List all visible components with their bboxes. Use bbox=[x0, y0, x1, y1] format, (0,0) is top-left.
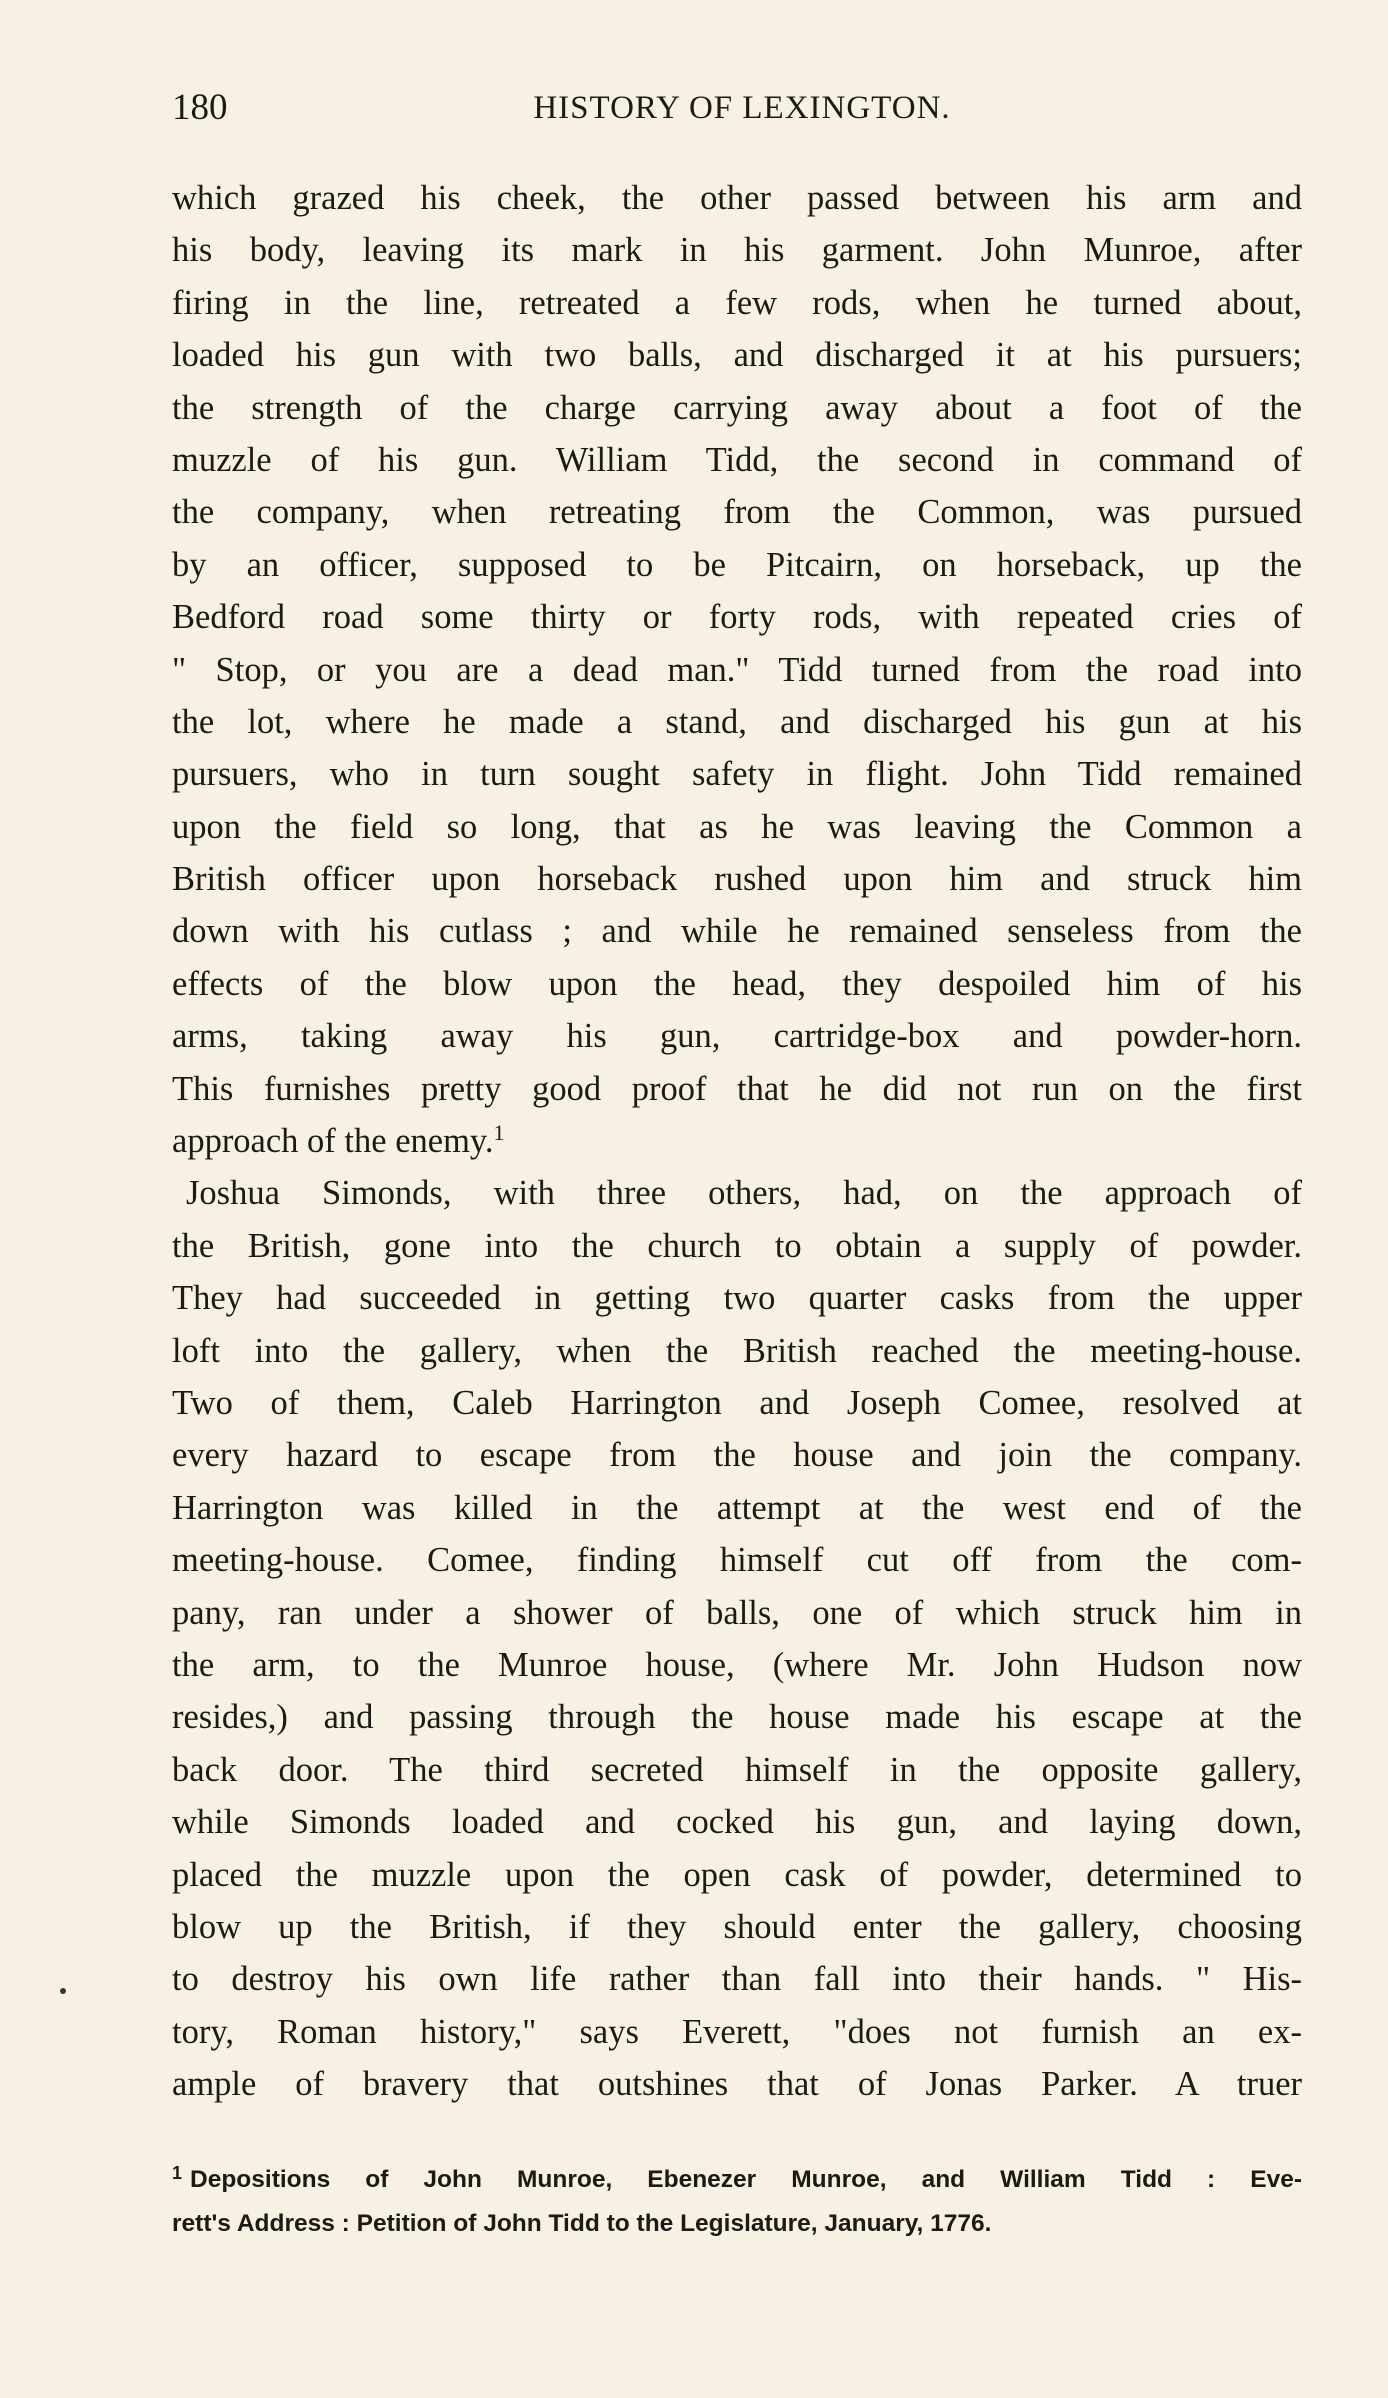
text-line: back door. The third secreted himself in the opposite gallery, bbox=[172, 1750, 1302, 1789]
footnote-reference[interactable]: 1 bbox=[493, 1120, 505, 1146]
text-line: resides,) and passing through the house made his escape at the bbox=[172, 1698, 1302, 1737]
footnote-line bbox=[172, 2158, 1302, 2202]
text-line: while Simonds loaded and cocked his gun, and laying down, bbox=[172, 1803, 1302, 1842]
text-line: every hazard to escape from the house and join the company. bbox=[172, 1436, 1302, 1475]
text-line: placed the muzzle upon the open cask of powder, determined to bbox=[172, 1855, 1302, 1894]
text-line: which grazed his cheek, the other passed between his arm and bbox=[172, 179, 1302, 217]
text-line: effects of the blow upon the head, they despoiled him of his bbox=[172, 964, 1302, 1003]
footnote-line: rett's Address : Petition of John Tidd to the Legislature, January, 1776. bbox=[172, 2210, 992, 2237]
text-line: pany, ran under a shower of balls, one of which struck him in bbox=[172, 1593, 1302, 1632]
text-line: arms, taking away his gun, cartridge-box and powder-horn. bbox=[172, 1017, 1302, 1056]
text-line: by an officer, supposed to be Pitcairn, on horseback, up the bbox=[172, 545, 1302, 584]
running-title: HISTORY OF LEXINGTON. bbox=[533, 90, 951, 126]
text-line: loaded his gun with two balls, and discharged it at his pursuers; bbox=[172, 336, 1302, 375]
footnote-marker: 1 bbox=[172, 2163, 183, 2183]
body-text bbox=[172, 172, 1302, 2110]
text-line: down with his cutlass ; and while he remained senseless from the bbox=[172, 912, 1302, 951]
text-line: ample of bravery that outshines that of Jonas Parker. A truer bbox=[172, 2065, 1302, 2104]
text-line: Two of them, Caleb Harrington and Joseph Comee, resolved at bbox=[172, 1383, 1302, 1422]
text-line: They had succeeded in getting two quarter casks from the upper bbox=[172, 1279, 1302, 1318]
footnote bbox=[172, 2158, 1302, 2246]
text-line: tory, Roman history," says Everett, "does not furnish an ex- bbox=[172, 2012, 1302, 2051]
text-line: the arm, to the Munroe house, (where Mr. John Hudson now bbox=[172, 1645, 1302, 1684]
text-line: blow up the British, if they should enter the gallery, choosing bbox=[172, 1907, 1302, 1946]
text-line: " Stop, or you are a dead man." Tidd turned from the road into bbox=[172, 650, 1302, 689]
text-line: Harrington was killed in the attempt at the west end of the bbox=[172, 1488, 1302, 1527]
text-line-paragraph-end bbox=[172, 1115, 1302, 1167]
text-line: to destroy his own life rather than fall into their hands. " His- bbox=[172, 1960, 1302, 1999]
text-line: muzzle of his gun. William Tidd, the second in command of bbox=[172, 440, 1302, 479]
text-line: British officer upon horseback rushed upon him and struck him bbox=[172, 860, 1302, 899]
footnote-text: Depositions of John Munroe, Ebenezer Munroe, and William Tidd : Eve- bbox=[190, 2166, 1302, 2193]
text-line: the strength of the charge carrying away about a foot of the bbox=[172, 388, 1302, 427]
running-head bbox=[172, 78, 1312, 138]
page-number: 180 bbox=[172, 87, 228, 128]
margin-speck bbox=[60, 1988, 66, 1994]
text-line: his body, leaving its mark in his garment. John Munroe, after bbox=[172, 231, 1302, 270]
text-line: the lot, where he made a stand, and discharged his gun at his bbox=[172, 702, 1302, 741]
text-line: meeting-house. Comee, finding himself cut off from the com- bbox=[172, 1541, 1302, 1580]
text-line: the British, gone into the church to obtain a supply of powder. bbox=[172, 1226, 1302, 1265]
text-line: pursuers, who in turn sought safety in flight. John Tidd remained bbox=[172, 755, 1302, 794]
text-line: This furnishes pretty good proof that he did not run on the first bbox=[172, 1069, 1302, 1108]
text-line: firing in the line, retreated a few rods, when he turned about, bbox=[172, 283, 1302, 322]
text-line: Bedford road some thirty or forty rods, with repeated cries of bbox=[172, 598, 1302, 637]
text-line: upon the field so long, that as he was leaving the Common a bbox=[172, 807, 1302, 846]
text-line: loft into the gallery, when the British reached the meeting-house. bbox=[172, 1331, 1302, 1370]
text-line-paragraph-start: Joshua Simonds, with three others, had, on the approach of bbox=[186, 1174, 1302, 1213]
text-line: the company, when retreating from the Common, was pursued bbox=[172, 493, 1302, 532]
text-line: approach of the enemy. bbox=[172, 1122, 494, 1161]
